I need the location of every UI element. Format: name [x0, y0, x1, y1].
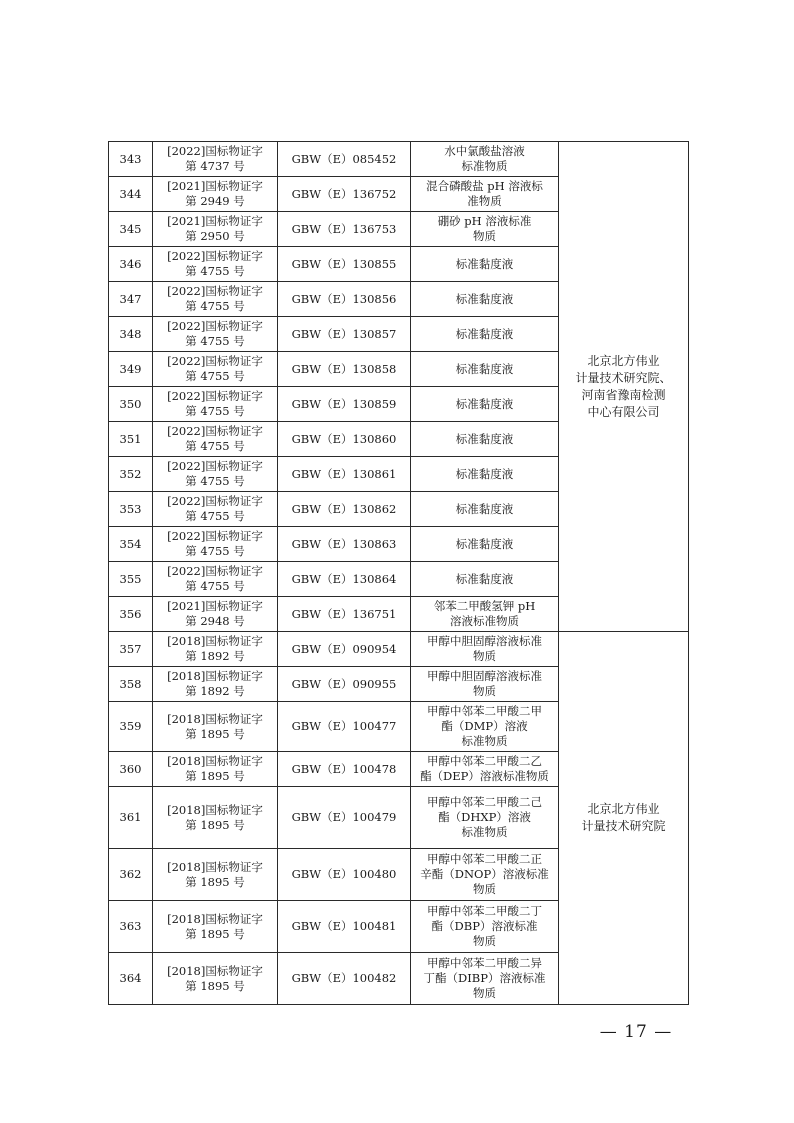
material-name: 甲醇中邻苯二甲酸二乙 酯（DEP）溶液标准物质 — [411, 752, 559, 787]
certificate-number: [2018]国标物证字 第 1892 号 — [153, 667, 278, 702]
certificate-number: [2018]国标物证字 第 1895 号 — [153, 702, 278, 752]
organization-cell: 北京北方伟业 计量技术研究院 — [559, 632, 689, 1005]
material-code: GBW（E）085452 — [278, 142, 411, 177]
material-code: GBW（E）130860 — [278, 422, 411, 457]
material-code: GBW（E）130856 — [278, 282, 411, 317]
material-name: 混合磷酸盐 pH 溶液标 准物质 — [411, 177, 559, 212]
material-name: 标准黏度液 — [411, 387, 559, 422]
certificate-number: [2022]国标物证字 第 4755 号 — [153, 492, 278, 527]
material-name: 水中氯酸盐溶液 标准物质 — [411, 142, 559, 177]
material-code: GBW（E）130863 — [278, 527, 411, 562]
material-code: GBW（E）100477 — [278, 702, 411, 752]
material-code: GBW（E）136752 — [278, 177, 411, 212]
certificate-number: [2021]国标物证字 第 2950 号 — [153, 212, 278, 247]
material-code: GBW（E）100482 — [278, 953, 411, 1005]
material-code: GBW（E）100481 — [278, 901, 411, 953]
material-name: 邻苯二甲酸氢钾 pH 溶液标准物质 — [411, 597, 559, 632]
certificate-number: [2022]国标物证字 第 4755 号 — [153, 527, 278, 562]
certificate-number: [2018]国标物证字 第 1895 号 — [153, 849, 278, 901]
row-number: 362 — [109, 849, 153, 901]
material-name: 标准黏度液 — [411, 282, 559, 317]
certificate-number: [2021]国标物证字 第 2949 号 — [153, 177, 278, 212]
material-name: 甲醇中邻苯二甲酸二正 辛酯（DNOP）溶液标准 物质 — [411, 849, 559, 901]
row-number: 344 — [109, 177, 153, 212]
material-name: 标准黏度液 — [411, 492, 559, 527]
row-number: 358 — [109, 667, 153, 702]
certificate-number: [2022]国标物证字 第 4755 号 — [153, 422, 278, 457]
material-code: GBW（E）090954 — [278, 632, 411, 667]
row-number: 352 — [109, 457, 153, 492]
material-name: 硼砂 pH 溶液标准 物质 — [411, 212, 559, 247]
row-number: 360 — [109, 752, 153, 787]
certificate-number: [2018]国标物证字 第 1895 号 — [153, 752, 278, 787]
row-number: 349 — [109, 352, 153, 387]
certificate-number: [2022]国标物证字 第 4755 号 — [153, 352, 278, 387]
material-code: GBW（E）130862 — [278, 492, 411, 527]
certificate-number: [2018]国标物证字 第 1895 号 — [153, 953, 278, 1005]
material-code: GBW（E）136751 — [278, 597, 411, 632]
material-name: 甲醇中邻苯二甲酸二甲 酯（DMP）溶液 标准物质 — [411, 702, 559, 752]
page-number: — 17 — — [599, 1022, 673, 1042]
row-number: 348 — [109, 317, 153, 352]
certificate-number: [2022]国标物证字 第 4755 号 — [153, 282, 278, 317]
row-number: 361 — [109, 787, 153, 849]
material-code: GBW（E）130858 — [278, 352, 411, 387]
material-code: GBW（E）136753 — [278, 212, 411, 247]
certificate-number: [2021]国标物证字 第 2948 号 — [153, 597, 278, 632]
row-number: 351 — [109, 422, 153, 457]
reference-material-table — [108, 141, 689, 1005]
row-number: 363 — [109, 901, 153, 953]
row-number: 356 — [109, 597, 153, 632]
organization-cell: 北京北方伟业 计量技术研究院、 河南省豫南检测 中心有限公司 — [559, 142, 689, 632]
row-number: 359 — [109, 702, 153, 752]
certificate-number: [2022]国标物证字 第 4755 号 — [153, 457, 278, 492]
material-code: GBW（E）100480 — [278, 849, 411, 901]
row-number: 364 — [109, 953, 153, 1005]
row-number: 343 — [109, 142, 153, 177]
row-number: 353 — [109, 492, 153, 527]
certificate-number: [2018]国标物证字 第 1895 号 — [153, 901, 278, 953]
certificate-number: [2022]国标物证字 第 4737 号 — [153, 142, 278, 177]
material-name: 甲醇中胆固醇溶液标准 物质 — [411, 667, 559, 702]
material-name: 标准黏度液 — [411, 422, 559, 457]
row-number: 346 — [109, 247, 153, 282]
material-name: 甲醇中邻苯二甲酸二异 丁酯（DIBP）溶液标准 物质 — [411, 953, 559, 1005]
certificate-number: [2022]国标物证字 第 4755 号 — [153, 317, 278, 352]
table-row — [109, 142, 689, 177]
row-number: 345 — [109, 212, 153, 247]
material-name: 甲醇中邻苯二甲酸二丁 酯（DBP）溶液标准 物质 — [411, 901, 559, 953]
material-name: 甲醇中邻苯二甲酸二己 酯（DHXP）溶液 标准物质 — [411, 787, 559, 849]
certificate-number: [2018]国标物证字 第 1895 号 — [153, 787, 278, 849]
certificate-number: [2022]国标物证字 第 4755 号 — [153, 387, 278, 422]
material-name: 甲醇中胆固醇溶液标准 物质 — [411, 632, 559, 667]
material-name: 标准黏度液 — [411, 562, 559, 597]
material-code: GBW（E）130855 — [278, 247, 411, 282]
certificate-number: [2022]国标物证字 第 4755 号 — [153, 247, 278, 282]
material-code: GBW（E）100478 — [278, 752, 411, 787]
row-number: 350 — [109, 387, 153, 422]
material-code: GBW（E）100479 — [278, 787, 411, 849]
material-name: 标准黏度液 — [411, 527, 559, 562]
material-name: 标准黏度液 — [411, 352, 559, 387]
material-code: GBW（E）130864 — [278, 562, 411, 597]
table-row — [109, 632, 689, 667]
material-code: GBW（E）090955 — [278, 667, 411, 702]
material-code: GBW（E）130861 — [278, 457, 411, 492]
material-name: 标准黏度液 — [411, 457, 559, 492]
row-number: 354 — [109, 527, 153, 562]
material-name: 标准黏度液 — [411, 247, 559, 282]
material-name: 标准黏度液 — [411, 317, 559, 352]
material-code: GBW（E）130859 — [278, 387, 411, 422]
material-code: GBW（E）130857 — [278, 317, 411, 352]
row-number: 347 — [109, 282, 153, 317]
certificate-number: [2018]国标物证字 第 1892 号 — [153, 632, 278, 667]
row-number: 355 — [109, 562, 153, 597]
certificate-number: [2022]国标物证字 第 4755 号 — [153, 562, 278, 597]
row-number: 357 — [109, 632, 153, 667]
